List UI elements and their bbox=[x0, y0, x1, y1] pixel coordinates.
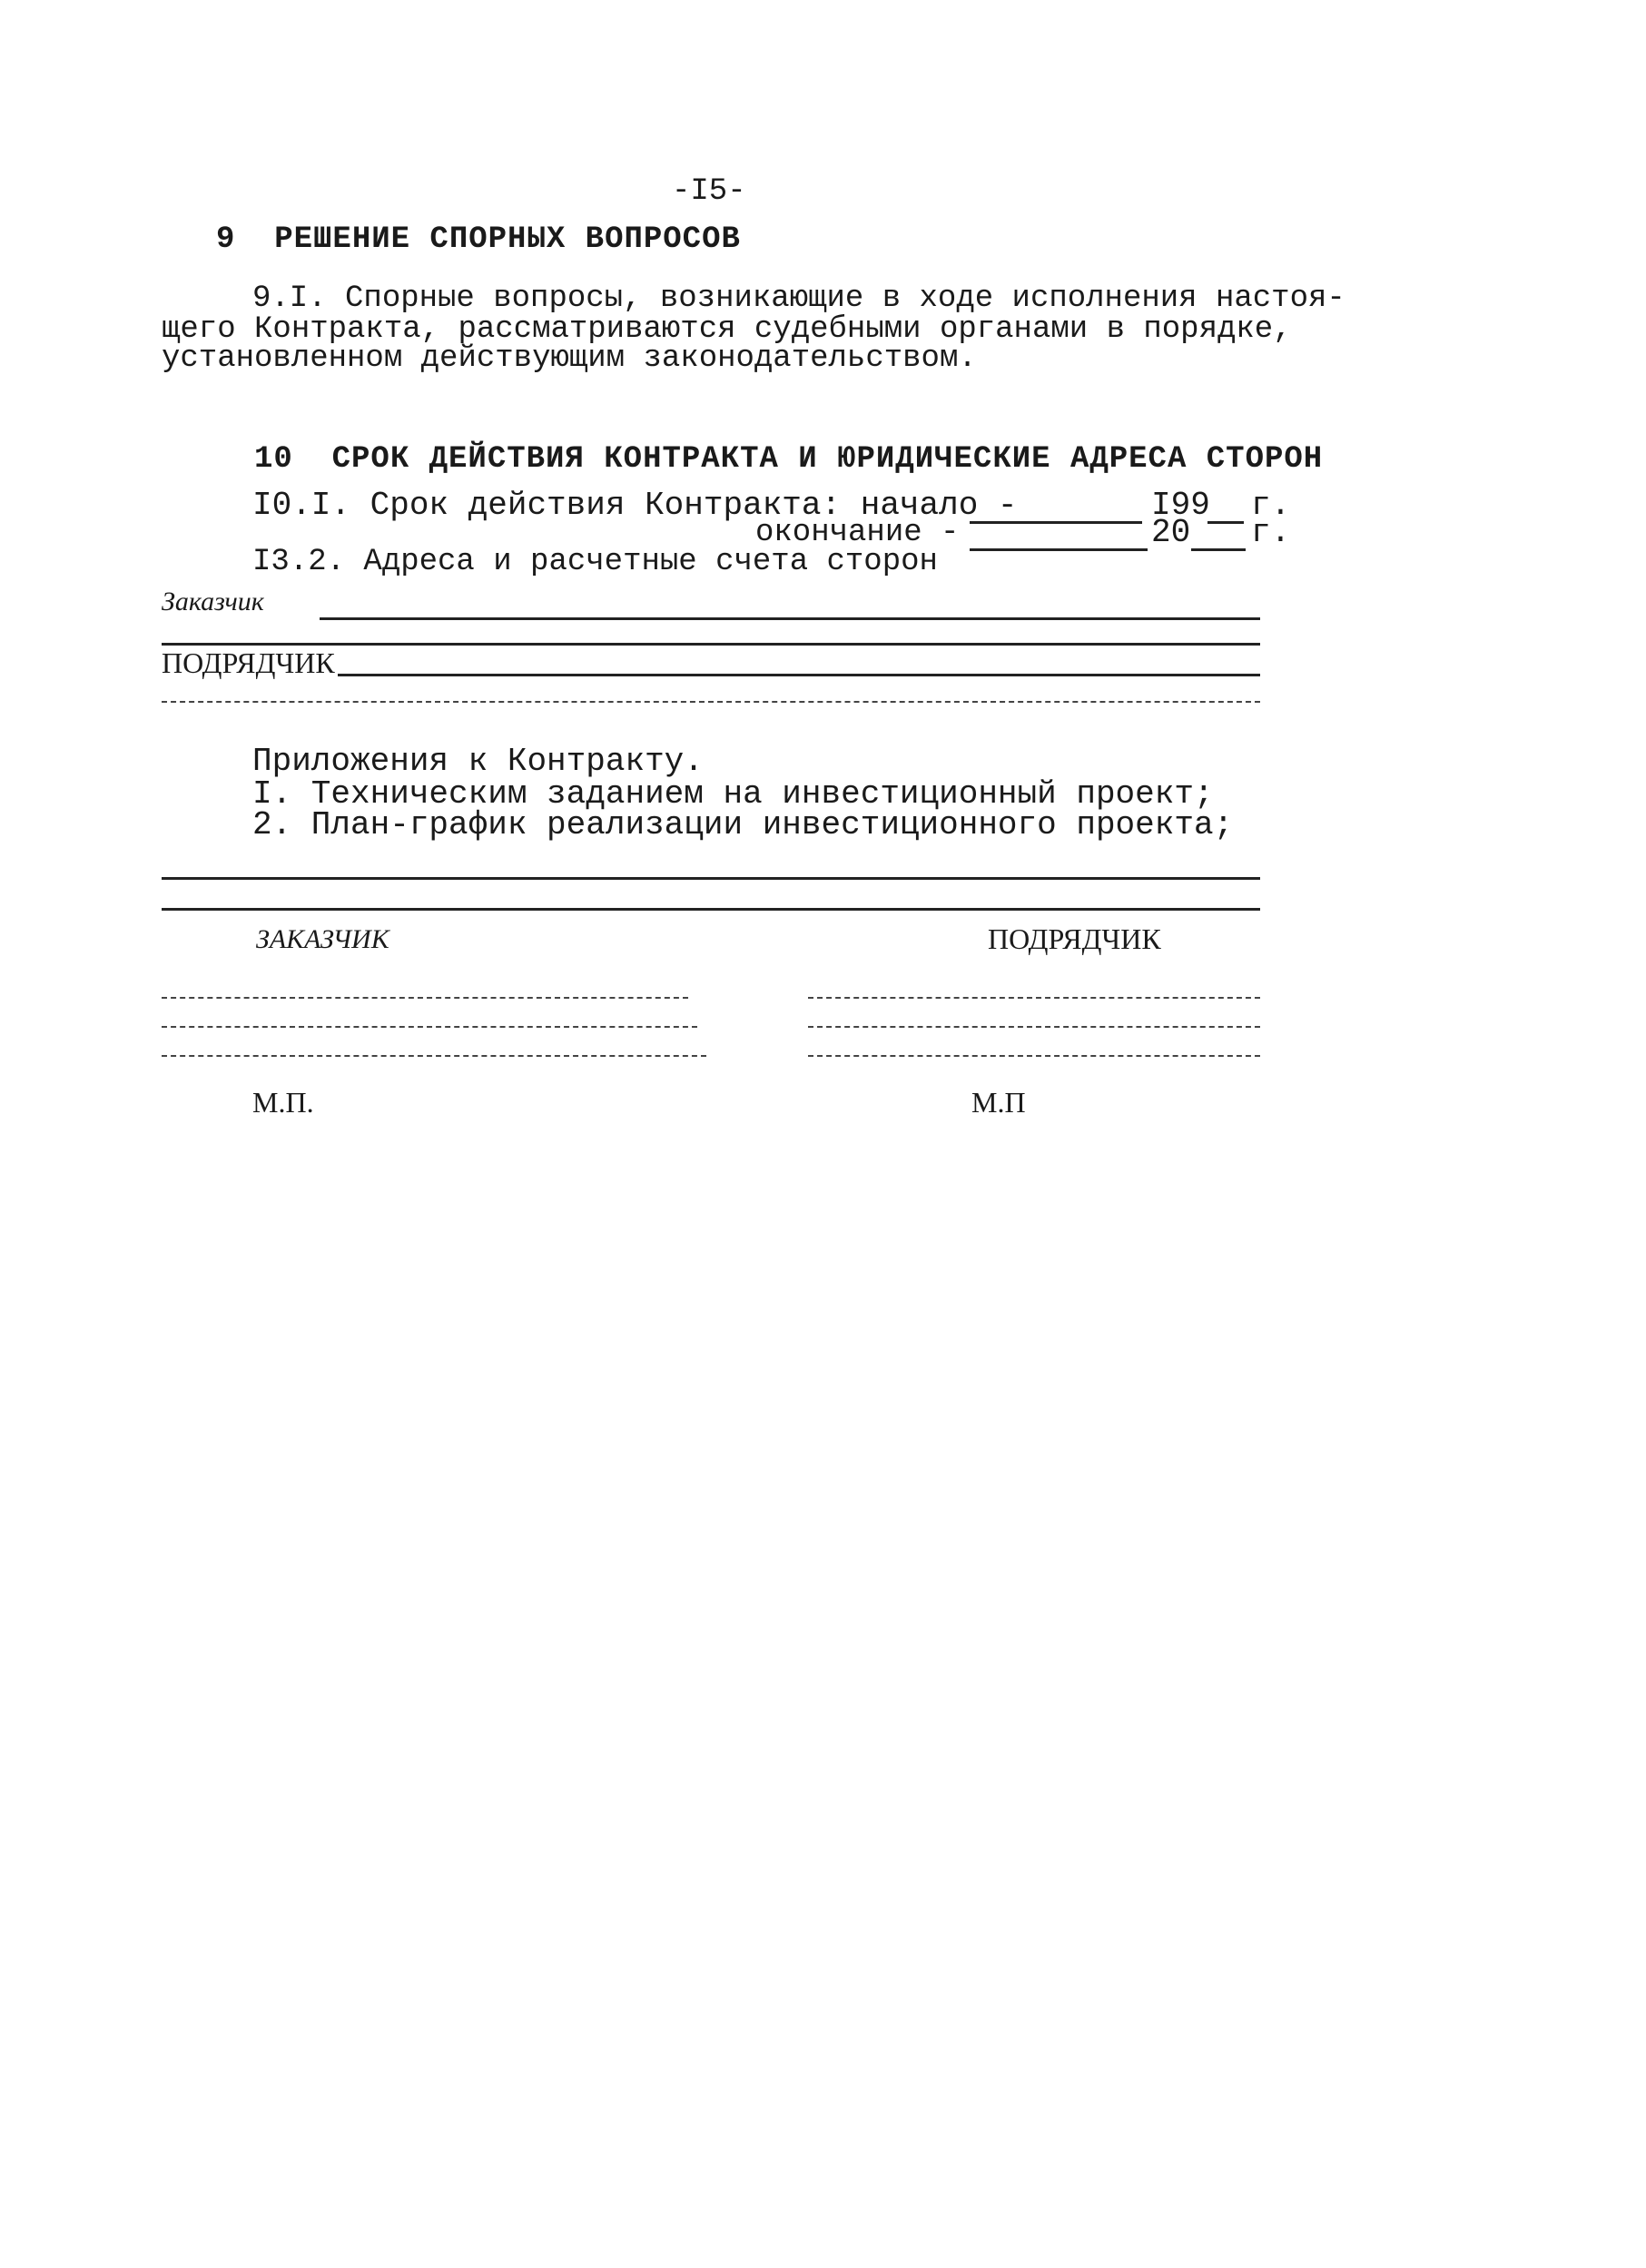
attachment-item-1: I. Техническим заданием на инвестиционный проект; bbox=[252, 775, 1214, 813]
term-end-year-blank bbox=[1191, 548, 1246, 551]
separator-line-1 bbox=[162, 877, 1260, 880]
term-end-year: 20 bbox=[1151, 514, 1191, 551]
contractor-address-line-2 bbox=[162, 701, 1260, 703]
section-9-para-line-3: установленном действующим законодательством. bbox=[162, 341, 977, 376]
term-start-year-suffix: г. bbox=[1251, 487, 1291, 524]
customer-sign-line-3 bbox=[162, 1055, 706, 1057]
contractor-signature-title: ПОДРЯДЧИК bbox=[988, 922, 1161, 955]
term-end-label: окончание - bbox=[755, 516, 960, 550]
contractor-sign-line-3 bbox=[808, 1055, 1260, 1057]
contractor-sign-line-2 bbox=[808, 1026, 1260, 1028]
section-9-para-line-2: щего Контракта, рассматриваются судебными органами в порядке, bbox=[162, 312, 1292, 347]
term-start-label: I0.I. Срок действия Контракта: начало - bbox=[252, 487, 1018, 524]
customer-label: Заказчик bbox=[162, 587, 264, 616]
page-number: -I5- bbox=[672, 174, 746, 209]
term-start-year: I99 bbox=[1151, 487, 1210, 524]
customer-stamp-label: М.П. bbox=[252, 1086, 314, 1119]
customer-sign-line-2 bbox=[162, 1026, 697, 1028]
contractor-sign-line-1 bbox=[808, 997, 1260, 999]
section-10-heading: 10 СРОК ДЕЙСТВИЯ КОНТРАКТА И ЮРИДИЧЕСКИЕ АДРЕСА СТОРОН bbox=[254, 442, 1324, 477]
attachments-title: Приложения к Контракту. bbox=[252, 743, 704, 780]
attachment-item-2: 2. План-график реализации инвестиционного проекта; bbox=[252, 806, 1234, 843]
contractor-label: ПОДРЯДЧИК bbox=[162, 646, 335, 679]
separator-line-2 bbox=[162, 908, 1260, 911]
contractor-address-line-top bbox=[162, 643, 1260, 646]
customer-address-line bbox=[320, 617, 1260, 620]
section-9-para-line-1: 9.I. Спорные вопросы, возникающие в ходе исполнения настоя- bbox=[252, 281, 1345, 316]
term-end-year-suffix: г. bbox=[1251, 514, 1291, 551]
customer-sign-line-1 bbox=[162, 997, 688, 999]
contractor-stamp-label: М.П bbox=[971, 1086, 1026, 1119]
section-9-heading: 9 РЕШЕНИЕ СПОРНЫХ ВОПРОСОВ bbox=[216, 222, 741, 257]
customer-signature-title: ЗАКАЗЧИК bbox=[256, 924, 389, 954]
term-start-year-blank bbox=[1207, 521, 1244, 524]
addresses-label: I3.2. Адреса и расчетные счета сторон bbox=[252, 545, 938, 579]
contractor-address-line-1 bbox=[338, 674, 1260, 676]
term-start-date-blank bbox=[970, 521, 1142, 524]
term-end-date-blank bbox=[970, 548, 1148, 551]
